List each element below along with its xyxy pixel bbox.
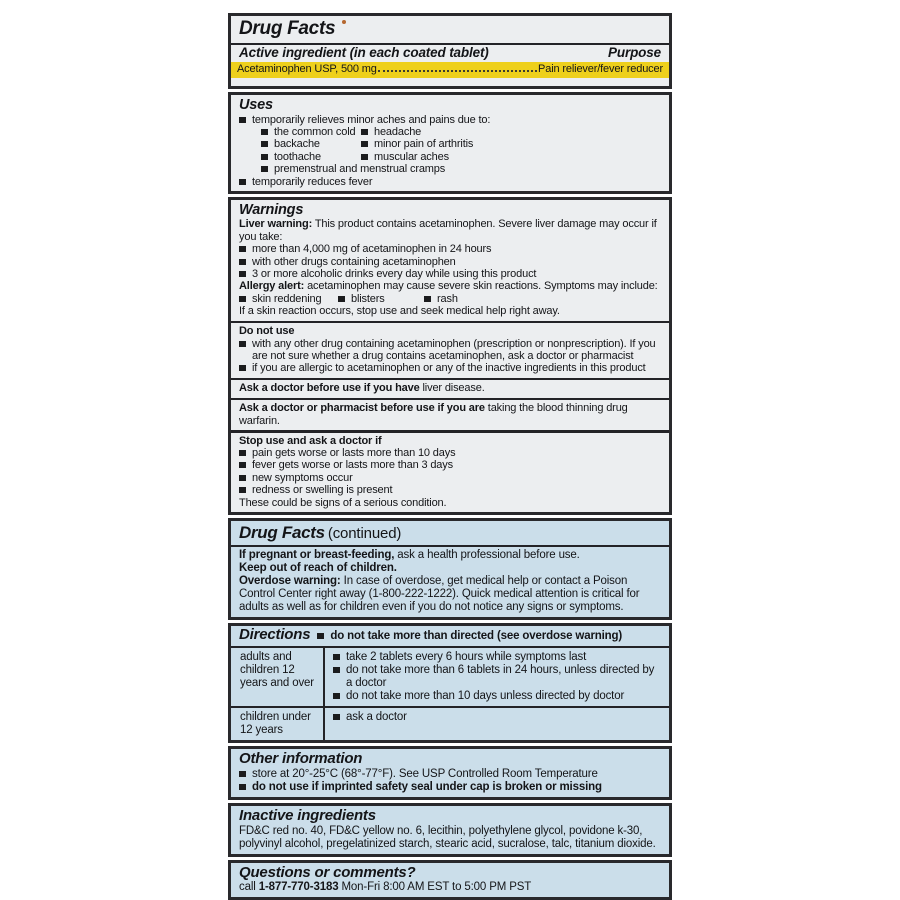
- registered-mark-dot: [342, 20, 346, 24]
- active-ingredient-heading: Active ingredient (in each coated tablet): [239, 45, 489, 60]
- directions-age-group: children under 12 years: [231, 708, 325, 740]
- uses-card: [228, 92, 672, 194]
- uses-bullet-grid: [261, 126, 661, 163]
- uses-item: premenstrual and menstrual cramps: [261, 163, 661, 175]
- drug-facts-title-row: [231, 16, 669, 43]
- bullet-icon: [239, 271, 246, 277]
- bullet-icon: [333, 693, 340, 699]
- allergy-symptom: blisters: [338, 293, 424, 305]
- header-card: [228, 13, 672, 89]
- stop-use-item: fever gets worse or lasts more than 3 days: [239, 459, 661, 471]
- pregnant-warning: If pregnant or breast-feeding, ask a health professional before use.: [239, 548, 580, 561]
- continued-title: Drug Facts: [239, 522, 325, 542]
- directions-item: do not take more than 6 tablets in 24 hours, unless directed by a doctor: [333, 664, 663, 690]
- bullet-icon: [361, 154, 368, 160]
- stop-use-item: pain gets worse or lasts more than 10 days: [239, 447, 661, 459]
- bullet-icon: [239, 246, 246, 252]
- continued-suffix: (continued): [327, 524, 402, 542]
- bullet-icon: [317, 633, 324, 639]
- liver-warning-item: more than 4,000 mg of acetaminophen in 24 hours: [239, 243, 661, 255]
- purpose-value: Pain reliever/fever reducer: [538, 63, 663, 76]
- directions-instructions: [325, 648, 669, 706]
- bullet-icon: [261, 141, 268, 147]
- ask-doctor-section: Ask a doctor before use if you have liver disease.: [239, 382, 485, 395]
- questions-phone-line: call 1-877-770-3183 Mon-Fri 8:00 AM EST to 5:00 PM PST: [239, 881, 532, 894]
- directions-item: take 2 tablets every 6 hours while symptoms last: [333, 651, 663, 664]
- drug-facts-label: [228, 13, 672, 900]
- continued-card: [228, 518, 672, 620]
- dotted-leader: [378, 70, 537, 72]
- directions-header: [231, 626, 669, 647]
- directions-note: do not take more than directed (see overdose warning): [317, 630, 622, 643]
- overdose-warning: Overdose warning: In case of overdose, get medical help or contact a Poison Control Center right away (1-800-222-1222). Quick medical attention is critical for adults as well as for children even if you do not notice any signs or symptoms.: [239, 574, 640, 613]
- uses-item: minor pain of arthritis: [361, 138, 661, 150]
- purpose-heading: Purpose: [608, 45, 661, 60]
- bullet-icon: [239, 259, 246, 265]
- continued-title-row: [231, 521, 669, 545]
- stop-use-item: redness or swelling is present: [239, 484, 661, 496]
- phone-hours: Mon-Fri 8:00 AM EST to 5:00 PM PST: [341, 881, 532, 894]
- stop-use-footer: These could be signs of a serious condition.: [239, 496, 447, 509]
- other-information-title: Other information: [239, 750, 363, 768]
- do-not-use-item: if you are allergic to acetaminophen or any of the inactive ingredients in this product: [239, 362, 661, 374]
- bullet-icon: [239, 771, 246, 777]
- bullet-icon: [261, 154, 268, 160]
- bullet-icon: [338, 296, 345, 302]
- directions-title: Directions: [239, 625, 311, 643]
- bullet-icon: [261, 166, 268, 172]
- bullet-icon: [333, 654, 340, 660]
- allergy-alert-text: Allergy alert: acetaminophen may cause severe skin reactions. Symptoms may include:: [239, 280, 658, 293]
- bullet-icon: [239, 784, 246, 790]
- uses-item: the common cold: [261, 126, 361, 138]
- directions-instructions: [325, 708, 669, 740]
- allergy-symptom: rash: [424, 293, 661, 305]
- allergy-symptom: skin reddening: [239, 293, 338, 305]
- do-not-use-heading: Do not use: [239, 325, 295, 338]
- stop-use-section: [231, 433, 669, 512]
- table-row: [231, 706, 669, 740]
- directions-table: [231, 648, 669, 740]
- bullet-icon: [239, 475, 246, 481]
- directions-item: ask a doctor: [333, 711, 663, 724]
- bullet-icon: [261, 129, 268, 135]
- table-row: [231, 648, 669, 706]
- other-information-item: do not use if imprinted safety seal under cap is broken or missing: [239, 781, 661, 794]
- bullet-icon: [239, 117, 246, 123]
- uses-item: headache: [361, 126, 661, 138]
- uses-item: toothache: [261, 151, 361, 163]
- do-not-use-item: with any other drug containing acetaminophen (prescription or nonprescription). If you are not sure whether a drug contains acetaminophen, ask a doctor or pharmacist: [239, 338, 661, 363]
- bullet-icon: [424, 296, 431, 302]
- bullet-icon: [239, 341, 246, 347]
- warnings-card: [228, 197, 672, 515]
- drug-facts-title: Drug Facts: [239, 18, 336, 39]
- bullet-icon: [239, 462, 246, 468]
- inactive-ingredients-title: Inactive ingredients: [239, 807, 376, 825]
- directions-card: [228, 623, 672, 744]
- bullet-icon: [239, 487, 246, 493]
- questions-card: [228, 860, 672, 900]
- do-not-use-section: [231, 323, 669, 378]
- uses-title: Uses: [239, 97, 273, 113]
- active-ingredient-row: [231, 62, 669, 77]
- directions-item: do not take more than 10 days unless directed by doctor: [333, 690, 663, 703]
- liver-warning-text: Liver warning: This product contains acetaminophen. Severe liver damage may occur if you take:: [239, 218, 657, 243]
- keep-out-warning: Keep out of reach of children.: [239, 561, 397, 574]
- bullet-icon: [239, 296, 246, 302]
- ingredient-name: Acetaminophen USP, 500 mg: [237, 63, 377, 76]
- bullet-icon: [239, 450, 246, 456]
- uses-item: temporarily reduces fever: [239, 176, 661, 188]
- uses-item: muscular aches: [361, 151, 661, 163]
- liver-warning-item: 3 or more alcoholic drinks every day while using this product: [239, 268, 661, 280]
- stop-use-item: new symptoms occur: [239, 472, 661, 484]
- phone-number: 1-877-770-3183: [258, 881, 339, 894]
- bullet-icon: [333, 714, 340, 720]
- allergy-footer: If a skin reaction occurs, stop use and seek medical help right away.: [239, 305, 560, 318]
- directions-age-group: adults and children 12 years and over: [231, 648, 325, 706]
- warnings-title: Warnings: [239, 201, 304, 218]
- bullet-icon: [361, 129, 368, 135]
- bullet-icon: [361, 141, 368, 147]
- stop-use-heading: Stop use and ask a doctor if: [239, 434, 382, 447]
- uses-item: backache: [261, 138, 361, 150]
- questions-title: Questions or comments?: [239, 863, 416, 881]
- other-information-item: store at 20°-25°C (68°-77°F). See USP Controlled Room Temperature: [239, 768, 661, 781]
- bullet-icon: [239, 179, 246, 185]
- bullet-icon: [239, 365, 246, 371]
- ask-pharmacist-section: Ask a doctor or pharmacist before use if you are taking the blood thinning drug warfarin.: [239, 402, 628, 427]
- bullet-icon: [333, 667, 340, 673]
- uses-intro: temporarily relieves minor aches and pains due to:: [239, 114, 661, 126]
- allergy-symptoms-row: [239, 293, 661, 305]
- other-information-card: [228, 746, 672, 800]
- inactive-ingredients-text: FD&C red no. 40, FD&C yellow no. 6, lecithin, polyethylene glycol, povidone k-30, polyvinyl alcohol, pregelatinized starch, stearic acid, sucralose, talc, titanium dioxide.: [239, 824, 656, 850]
- inactive-ingredients-card: [228, 803, 672, 857]
- active-ingredient-heading-row: [231, 45, 669, 62]
- liver-warning-item: with other drugs containing acetaminophen: [239, 256, 661, 268]
